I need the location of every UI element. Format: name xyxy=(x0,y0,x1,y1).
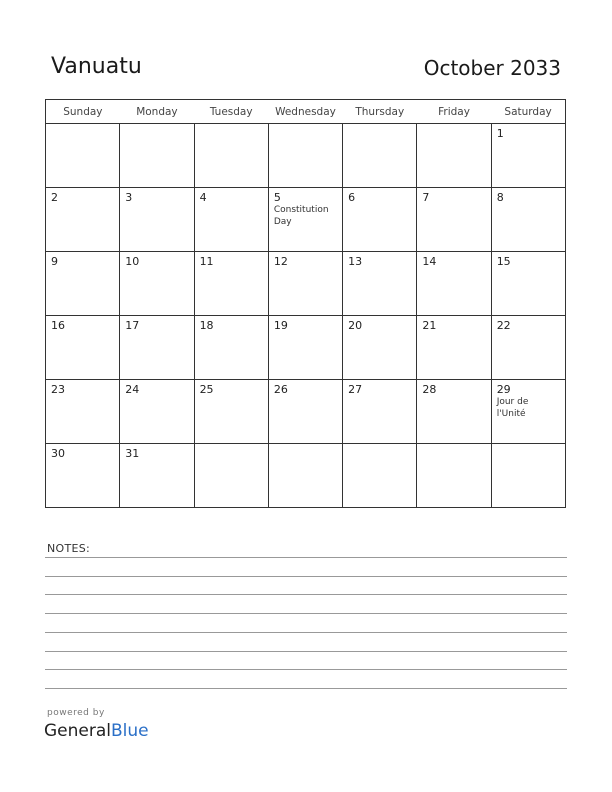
weekday-header: Monday xyxy=(120,100,194,124)
weekday-header: Thursday xyxy=(343,100,417,124)
day-cell xyxy=(268,252,342,316)
day-cell xyxy=(120,444,194,508)
day-cell xyxy=(268,380,342,444)
week-row xyxy=(46,188,566,252)
notes-line xyxy=(45,594,567,595)
day-cell xyxy=(417,316,491,380)
day-cell xyxy=(268,124,342,188)
holiday-label: Constitution Day xyxy=(273,205,329,227)
day-number: 13 xyxy=(348,255,363,268)
day-cell xyxy=(194,124,268,188)
day-number: 27 xyxy=(348,383,363,396)
day-number: 25 xyxy=(199,383,214,396)
day-number: 30 xyxy=(51,447,65,460)
day-cell xyxy=(343,444,417,508)
day-number: 2 xyxy=(51,191,58,204)
day-cell xyxy=(417,380,491,444)
weekday-header: Saturday xyxy=(491,100,565,124)
day-number: 3 xyxy=(125,191,133,204)
day-number: 23 xyxy=(51,383,65,396)
day-cell xyxy=(417,444,491,508)
day-cell xyxy=(194,252,268,316)
day-cell xyxy=(46,124,120,188)
week-row xyxy=(46,252,566,316)
day-number: 14 xyxy=(422,255,437,268)
day-cell xyxy=(417,124,491,188)
day-cell xyxy=(491,316,565,380)
day-cell xyxy=(417,188,491,252)
weekday-header: Sunday xyxy=(46,100,120,124)
day-cell xyxy=(194,380,268,444)
day-number: 8 xyxy=(496,191,504,204)
day-cell xyxy=(343,252,417,316)
day-cell xyxy=(343,188,417,252)
brand-blue-text: Blue xyxy=(111,721,149,741)
day-number: 18 xyxy=(199,319,214,332)
day-number: 19 xyxy=(273,319,288,332)
day-cell xyxy=(417,252,491,316)
calendar-grid xyxy=(45,99,566,508)
weekday-header-row xyxy=(46,100,566,124)
notes-label: NOTES: xyxy=(47,542,91,555)
day-cell xyxy=(343,380,417,444)
day-cell xyxy=(120,316,194,380)
day-number: 12 xyxy=(273,255,288,268)
weekday-header: Friday xyxy=(417,100,491,124)
notes-line xyxy=(45,557,567,558)
day-cell xyxy=(194,316,268,380)
week-row xyxy=(46,316,566,380)
notes-line xyxy=(45,669,567,670)
day-number: 29 xyxy=(496,383,511,396)
notes-line xyxy=(45,613,567,614)
day-cell xyxy=(120,380,194,444)
day-number: 10 xyxy=(125,255,140,268)
day-cell xyxy=(46,316,120,380)
notes-line xyxy=(45,688,567,689)
day-number: 16 xyxy=(51,319,65,332)
day-number: 1 xyxy=(496,127,504,140)
day-cell xyxy=(268,188,342,252)
weekday-header: Tuesday xyxy=(194,100,268,124)
day-cell xyxy=(491,444,565,508)
day-cell xyxy=(491,252,565,316)
day-cell xyxy=(343,124,417,188)
calendar-country-title: Vanuatu xyxy=(51,54,142,79)
day-cell xyxy=(268,316,342,380)
brand-logo[interactable] xyxy=(44,721,149,741)
day-number: 31 xyxy=(125,447,140,460)
day-cell xyxy=(46,252,120,316)
day-number: 5 xyxy=(273,191,281,204)
day-number: 11 xyxy=(199,255,214,268)
day-cell xyxy=(268,444,342,508)
notes-line xyxy=(45,651,567,652)
day-cell xyxy=(491,188,565,252)
day-cell xyxy=(491,124,565,188)
weekday-header: Wednesday xyxy=(268,100,342,124)
powered-by-text: powered by xyxy=(47,708,105,718)
day-number: 15 xyxy=(496,255,511,268)
day-number: 9 xyxy=(51,255,58,268)
day-number: 28 xyxy=(422,383,437,396)
day-number: 24 xyxy=(125,383,140,396)
day-cell xyxy=(46,444,120,508)
day-number: 4 xyxy=(199,191,207,204)
week-row xyxy=(46,444,566,508)
day-number: 21 xyxy=(422,319,437,332)
week-row xyxy=(46,124,566,188)
day-cell xyxy=(194,444,268,508)
day-number: 6 xyxy=(348,191,356,204)
day-cell xyxy=(46,380,120,444)
day-number: 22 xyxy=(496,319,511,332)
day-number: 7 xyxy=(422,191,430,204)
day-number: 20 xyxy=(348,319,363,332)
day-number: 26 xyxy=(273,383,288,396)
notes-line xyxy=(45,632,567,633)
calendar-month-title: October 2033 xyxy=(423,56,561,80)
brand-general-text: General xyxy=(44,721,111,741)
week-row xyxy=(46,380,566,444)
day-cell xyxy=(120,188,194,252)
day-cell xyxy=(120,124,194,188)
holiday-label: Jour de l'Unité xyxy=(496,397,529,419)
day-number: 17 xyxy=(125,319,140,332)
day-cell xyxy=(46,188,120,252)
day-cell xyxy=(194,188,268,252)
day-cell xyxy=(120,252,194,316)
day-cell xyxy=(343,316,417,380)
notes-line xyxy=(45,576,567,577)
day-cell xyxy=(491,380,565,444)
